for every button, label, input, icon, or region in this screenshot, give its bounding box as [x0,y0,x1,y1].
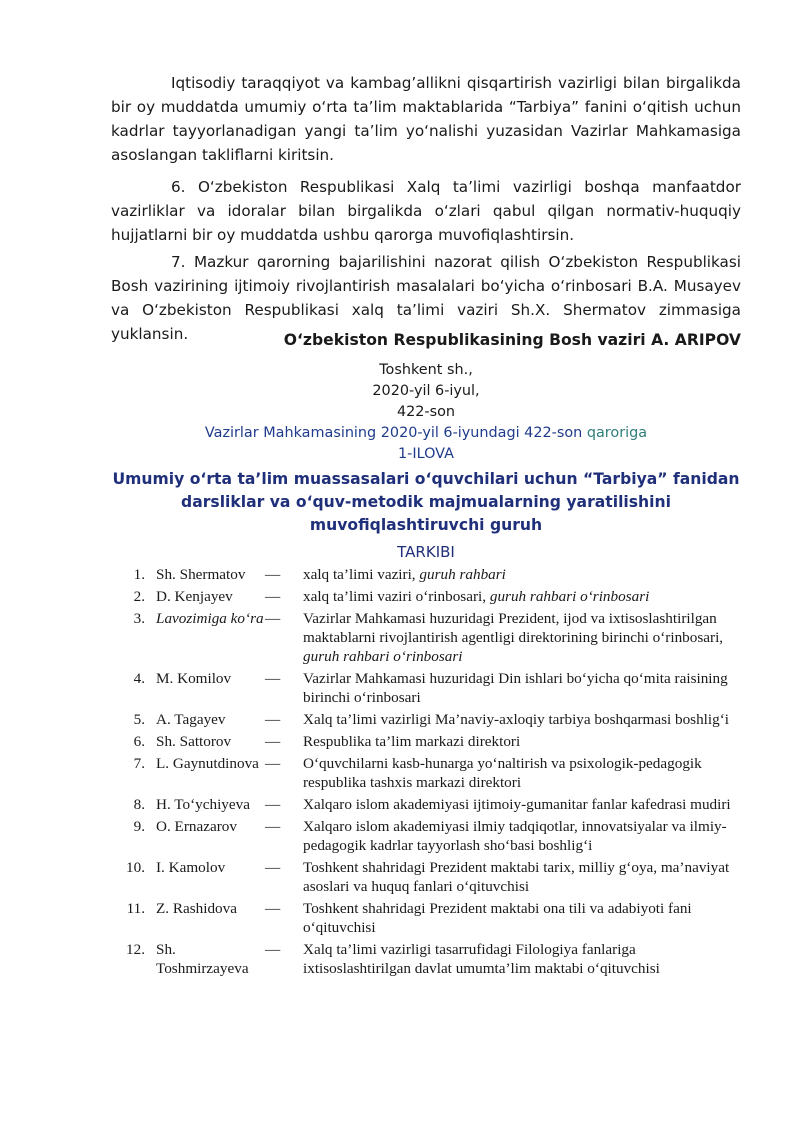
member-number: 8. [133,796,145,813]
member-name: Sh. Sattorov [156,733,232,750]
member-position-text: xalq ta’limi vaziri, [303,566,420,583]
members-list [111,565,741,981]
member-number: 12. [126,941,145,958]
member-number: 2. [133,588,145,605]
member-number: 11. [126,900,145,917]
member-dash: — [265,755,281,772]
member-position [303,795,741,814]
member-name: D. Kenjayev [156,588,233,605]
member-dash: — [265,900,281,917]
member-number: 5. [133,711,145,728]
member-row [111,899,741,937]
member-position-text: Xalq ta’limi vazirligi tasarrufidagi Filologiya fanlariga ixtisoslashtirilgan davlat umumta’lim maktabi o‘qituvchisi [303,941,660,977]
member-dash: — [265,818,281,835]
member-name: Lavozimiga ko‘ra [156,610,264,627]
member-position-text: xalq ta’limi vaziri o‘rinbosari, [303,588,490,605]
member-dash: — [265,941,281,958]
reference-link[interactable]: qaroriga [586,425,648,441]
member-name: Sh. Shermatov [156,566,246,583]
group-title: Umumiy o‘rta ta’lim muassasalari o‘quvchilari uchun “Tarbiya” fanidan darsliklar va o‘quv-metodik majmualarning yaratilishini muvofiqlashtiruvchi guruh [112,470,740,534]
member-position [303,858,741,896]
member-position-text: Xalq ta’limi vazirligi Ma’naviy-axloqiy tarbiya boshqarmasi boshlig‘i [303,711,729,728]
member-number: 1. [133,566,145,583]
member-number: 9. [133,818,145,835]
member-number: 4. [133,670,145,687]
member-position-text: Xalqaro islom akademiyasi ilmiy tadqiqotlar, innovatsiyalar va ilmiy-pedagogik kadrlar tayyorlash sho‘basi boshlig‘i [303,818,727,854]
member-position [303,609,741,666]
member-position [303,669,741,707]
member-position [303,754,741,792]
member-position-text: Xalqaro islom akademiyasi ijtimoiy-gumanitar fanlar kafedrasi mudiri [303,796,731,813]
member-position [303,940,741,978]
member-dash: — [265,588,281,605]
composition-heading: TARKIBI [397,543,455,561]
member-dash: — [265,670,281,687]
member-row [111,817,741,855]
member-row [111,754,741,792]
annex-label: 1-ILOVA [398,446,454,462]
member-row [111,732,741,751]
member-number: 7. [133,755,145,772]
member-name: A. Tagayev [156,711,226,728]
member-position-text: Respublika ta’lim markazi direktori [303,733,521,750]
member-row [111,858,741,896]
member-dash: — [265,711,281,728]
member-row [111,565,741,584]
member-name: H. To‘ychiyeva [156,796,250,813]
signature: O‘zbekiston Respublikasining Bosh vaziri A. ARIPOV [283,331,741,349]
member-row [111,795,741,814]
member-group-role: guruh rahbari o‘rinbosari [489,588,650,605]
member-position-text: O‘quvchilarni kasb-hunarga yo‘naltirish va psixologik-pedagogik respublika tashxis markazi direktori [303,755,702,791]
member-position [303,710,741,729]
paragraph-7: 7. Mazkur qarorning bajarilishini nazorat qilish O‘zbekiston Respublikasi Bosh vazirining ijtimoiy rivojlantirish masalalari bo‘yicha o‘rinbosari B.A. Musayev va O‘zbekiston Respublikasi xalq ta’limi vaziri Sh.X. Shermatov zimmasiga yuklansin. [111,253,741,343]
member-position-text: Vazirlar Mahkamasi huzuridagi Din ishlari bo‘yicha qo‘mita raisining birinchi o‘rinbosari [303,670,728,706]
member-position [303,732,741,751]
member-position [303,899,741,937]
issue-details [111,360,741,465]
issue-date: 2020-yil 6-iyul, [372,383,480,399]
member-name: L. Gaynutdinova [156,755,259,772]
member-position [303,565,741,584]
member-row [111,609,741,666]
member-dash: — [265,796,281,813]
member-name: Sh. Toshmirzayeva [156,941,249,977]
issue-place: Toshkent sh., [379,362,473,378]
paragraph-6: 6. O‘zbekiston Respublikasi Xalq ta’limi vazirligi boshqa manfaatdor vazirliklar va idoralar bilan birgalikda o‘zlari qabul qilgan normativ-huquqiy hujjatlarni bir oy muddatda ushbu qarorga muvofiqlashtirsin. [111,178,741,244]
member-dash: — [265,859,281,876]
member-position [303,817,741,855]
member-dash: — [265,733,281,750]
member-dash: — [265,566,281,583]
member-group-role: guruh rahbari [419,566,506,583]
member-number: 3. [133,610,145,627]
reference-text[interactable]: Vazirlar Mahkamasining 2020-yil 6-iyundagi 422-son [204,425,583,441]
member-position-text: Toshkent shahridagi Prezident maktabi tarix, milliy g‘oya, ma’naviyat asoslari va huquq fanlari o‘qituvchisi [303,859,730,895]
member-row [111,587,741,606]
resolution-reference [111,423,741,444]
member-name: I. Kamolov [156,859,226,876]
member-group-role: guruh rahbari o‘rinbosari [303,648,463,665]
member-position [303,587,741,606]
member-row [111,940,741,978]
member-dash: — [265,610,281,627]
paragraph-5-continued: Iqtisodiy taraqqiyot va kambag’allikni qisqartirish vazirligi bilan birgalikda bir oy muddatda umumiy o‘rta ta’lim maktablarida “Tarbiya” fanini o‘qitish uchun kadrlar tayyorlanadigan yangi ta’lim yo‘nalishi yuzasidan Vazirlar Mahkamasiga asoslangan takliflarni kiritsin. [111,74,741,164]
member-name: M. Komilov [156,670,232,687]
member-name: O. Ernazarov [156,818,237,835]
member-position-text: Toshkent shahridagi Prezident maktabi ona tili va adabiyoti fani o‘qituvchisi [303,900,692,936]
member-position-text: Vazirlar Mahkamasi huzuridagi Prezident, ijod va ixtisoslashtirilgan maktablarni rivojlantirish agentligi direktorining birinchi o‘rinbosari, [303,610,724,646]
issue-number: 422-son [396,404,456,420]
member-number: 6. [133,733,145,750]
member-name: Z. Rashidova [156,900,237,917]
member-row [111,710,741,729]
member-row [111,669,741,707]
member-number: 10. [126,859,145,876]
